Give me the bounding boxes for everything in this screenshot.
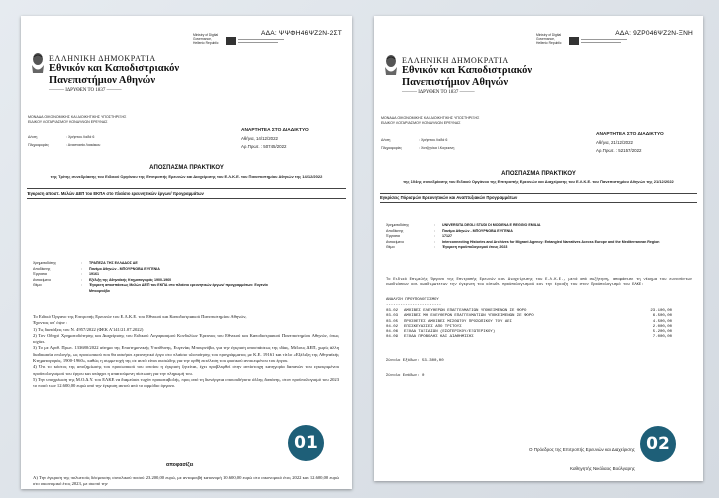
university-name-line1: Εθνικόν και Καποδιστριακόν bbox=[402, 65, 533, 76]
ministry-block bbox=[193, 33, 218, 45]
divider bbox=[380, 193, 697, 194]
contact-row bbox=[28, 134, 100, 142]
document-1 bbox=[21, 16, 352, 489]
budget-code: 04.02 bbox=[386, 324, 399, 329]
body-paragraph: 5) Την υποχρέωση της Μ.Ο.Δ.Υ. του ΕΛΚΕ να διαμεύσει τυχόν προκαταβολής, προς από τη διενέργεια οποιουδήποτε άλλης δαπάνης, στον προϋπολογισμό του 2023 το ποσό των 12.600,00 ευρώ από την έγκριση αυτού από το αρμόδιο όργανο. bbox=[33, 376, 339, 389]
posting-info bbox=[596, 130, 664, 155]
budget-desc: ΑΜΟΙΒΕΣ ΜΗ ΕΛΕΥΘΕΡΩΝ ΕΠΑΓΓΕΛΜΑΤΙΩΝ ΥΠΟΚΕΙΜΕΝΩΝ ΣΕ ΦΟΡΟ bbox=[404, 314, 534, 319]
ministry-line: Governance, bbox=[536, 37, 555, 41]
param-row: Αποδέκτης : Πανέμο Αθηνών - ΜΠΟΥΡΝΟΒΑ ΕΥΓΕΝΙΑ bbox=[33, 266, 160, 271]
budget-row bbox=[386, 335, 672, 340]
session-description: της 104ης συνεδρίασης του Ειδικού Οργάνου της Επιτροπής Ερευνών και Διαχείρισης του Ε.Λ.Κ.Ε. του Πανεπιστημίου Αθηνών της 21/12/2022 bbox=[403, 179, 674, 184]
posting-info bbox=[241, 126, 309, 151]
body-text bbox=[33, 314, 339, 390]
param-row: Θέμα : Έγκριση αποσπάσεως Μελών ΔΕΠ του ΕΚΠΑ στο πλαίσιο ερευνητικών έργων/ προγραμμάτων: Ευγενία Μπουρνόβα bbox=[33, 283, 338, 294]
subject-line: Εγκρίσεις Πόρισμών Ερευνητικών και Αναπτυξιακών Προγραμμάτων bbox=[380, 195, 518, 200]
param-value: UNIVERSITA DEGLI STUDI DI MODENA E REGGIO EMILIA bbox=[442, 223, 541, 227]
body-text: Το Ειδικό Επιμελής Όργανο της Επιτροπής Ερευνών και Διαχείρισης του Ε.Λ.Κ.Ε., μετά από συζήτηση, αποφάσισε τη νέκημα του ευνεσόντων εωαδιάσεων και οωαδιμωτετων την έγκριση του κάτωθι προϋπολογισμού και την έγκαξη του στον Προϋπολογισμό του ΕΛΚΕ: bbox=[386, 278, 692, 287]
param-key: Αποδέκτης bbox=[386, 228, 404, 233]
param-value: Interconnecting Histories and Archives for Migrant Agency: Entangled Narratives Across Europe and the Mediterranean Region bbox=[442, 239, 660, 244]
param-value: Εξέλιξη της Αθηναϊκής Κτηματαγοράς 1900-1960 bbox=[89, 277, 172, 282]
posted-label: ΑΝΑΡΤΗΤΕΑ ΣΤΟ ΔΙΑΔΙΚΤΥΟ bbox=[596, 132, 664, 137]
contact-key: Δ/νση bbox=[381, 138, 391, 142]
founded: ——— ΙΔΡΥΘΕΝ ΤΟ 1837 ——— bbox=[49, 88, 122, 93]
param-value: Έγκριση αποσπάσεως Μελών ΔΕΠ του ΕΚΠΑ στο πλαίσιο ερευνητικών έργων/ προγραμμάτων: Ευγενία Μπουρνόβα bbox=[89, 283, 268, 293]
totals bbox=[386, 348, 444, 390]
budget-desc: ΕΞΟΔΑ ΠΡΟΒΟΛΗΣ ΚΑΙ ΔΙΑΦΗΜΙΣΗΣ bbox=[404, 335, 474, 340]
badge-02: 02 bbox=[640, 426, 676, 462]
dept-line: ΕΙΔΙΚΟΥ ΛΟΓΑΡΙΑΣΜΟΥ ΚΟΝΔΥΛΙΩΝ ΕΡΕΥΝΑΣ bbox=[28, 120, 108, 124]
budget-desc: ΕΞΟΔΑ ΤΑΞΙΔΙΩΝ (ΕΣΩΤΕΡΙΚΟΥ/ΕΞΩΤΕΡΙΚΟΥ) bbox=[404, 330, 496, 335]
budget-header: ΑΝΑΛΥΣΗ ΠΡΟΫΠΟΛΟΓΙΣΜΟΥ ----------------------- bbox=[386, 298, 442, 308]
divider bbox=[27, 188, 346, 189]
greek-republic: ΕΛΛΗΝΙΚΗ ΔΗΜΟΚΡΑΤΙΑ bbox=[402, 56, 509, 65]
budget-desc: ΑΜΟΙΒΕΣ ΕΛΕΥΘΕΡΩΝ ΕΠΑΓΓΕΛΜΑΤΙΩΝ ΥΠΟΚΕΙΜΕΝΩΝ ΣΕ ΦΟΡΟ bbox=[404, 309, 527, 313]
greek-flag-logo bbox=[568, 35, 630, 47]
param-row: Χρηματοδότης : ΤΡΑΠΕΖΑ ΤΗΣ ΕΛΛΑΔΟΣ ΑΕ bbox=[33, 261, 138, 265]
total-income: Σύνολο Εσόδων: 0 bbox=[386, 374, 425, 379]
contact-row bbox=[28, 142, 100, 150]
param-key: Αντικείμενο bbox=[33, 277, 52, 282]
body-paragraph: Το Ειδικό Όργανο της Επιτροπής Ερευνών του Ε.Λ.Κ.Ε. του Εθνικού και Καποδιστριακού Πανεπιστημίου Αθηνών, bbox=[33, 314, 247, 319]
founded: ——— ΙΔΡΥΘΕΝ ΤΟ 1837 ——— bbox=[402, 90, 475, 95]
document-title: ΑΠΟΣΠΑΣΜΑ ΠΡΑΚΤΙΚΟΥ bbox=[501, 171, 576, 177]
dept-line: ΜΟΝΑΔΑ ΟΙΚΟΝΟΜΙΚΗΣ ΚΑΙ ΔΙΟΙΚΗΤΙΚΗΣ ΥΠΟΣΤΗΡΙΞΗΣ bbox=[381, 116, 480, 120]
budget-table bbox=[386, 309, 672, 341]
param-value: 19161 bbox=[89, 272, 99, 276]
param-key: Χρηματοδότης bbox=[386, 223, 410, 227]
budget-code: 04.09 bbox=[386, 335, 399, 340]
posted-label: ΑΝΑΡΤΗΤΕΑ ΣΤΟ ΔΙΑΔΙΚΤΥΟ bbox=[241, 128, 309, 133]
greek-flag-logo bbox=[225, 35, 287, 47]
param-key: Έργασια bbox=[386, 234, 400, 238]
document-2 bbox=[374, 16, 703, 481]
department bbox=[381, 116, 479, 126]
body-end: Α) Την έγκριση της πολυετούς δέσμευσης συνολικού ποσού 23.200,00 ευρώ, με ανταμοιβή κατανομή 10.600,00 ευρώ στο οικονομικό έτος 2022 και 12.600,00 ευρώ στο οικονομικό έτος 2023, με σκοπό την bbox=[33, 475, 339, 487]
contact-value: : Χατζηνίκα Ι.Κογκιονη bbox=[419, 145, 455, 150]
contact-info bbox=[28, 134, 100, 149]
ministry-line: Hellenic Republic bbox=[193, 41, 219, 45]
ministry-line: Ministry of Digital bbox=[536, 33, 562, 37]
budget-desc: ΕΠΙΣΚΕΥΑΣΙΕΣ ΑΠΟ ΤΡΙΤΟΥΣ bbox=[404, 324, 462, 329]
param-value: Έγκριση προϋπολογισμού έτους 2023 bbox=[442, 245, 508, 249]
dept-line: ΜΟΝΑΔΑ ΟΙΚΟΝΟΜΙΚΗΣ ΚΑΙ ΔΙΟΙΚΗΤΙΚΗΣ ΥΠΟΣΤΗΡΙΞΗΣ bbox=[28, 115, 127, 119]
decides-heading: αποφασίζει bbox=[166, 462, 194, 468]
contact-key: Πληροφορίες bbox=[28, 142, 49, 147]
param-key: Αποδέκτης bbox=[33, 266, 51, 271]
param-key: Αντικείμενο bbox=[386, 239, 405, 244]
parameters-table bbox=[386, 223, 691, 251]
body-paragraph: 2) Τον Οδηγό Χρηματοδότησης και Διαχείρισης του Ειδικού Λογαριασμού Κονδυλίων Έρευνας του Εθνικού και Καποδιστριακού Πανεπιστημίου Αθηνών, όπως ισχύει. bbox=[33, 332, 339, 345]
param-key: Θέμα bbox=[33, 283, 42, 287]
protocol-number: Αρ.Πρωτ. : 50745/2022 bbox=[241, 144, 287, 149]
param-row: Έργασια : 17127 bbox=[386, 234, 452, 238]
budget-code: 03.03 bbox=[386, 314, 399, 319]
total-expenses: Σύνολο Εξόδων: 53.300,00 bbox=[386, 358, 444, 363]
param-key: Θέμα bbox=[386, 245, 395, 249]
university-name-line1: Εθνικόν και Καποδιστριακόν bbox=[49, 63, 180, 74]
subject-line: Έγκριση αποστ. Μελών ΔΕΠ του ΕΚΠΑ στο πλαίσιο ερευνητικών έργων/ προγραμμάτων bbox=[27, 191, 204, 196]
param-value: ΤΡΑΠΕΖΑ ΤΗΣ ΕΛΛΑΔΟΣ ΑΕ bbox=[89, 261, 138, 265]
date: Αθήνα, 14/12/2022 bbox=[241, 136, 278, 141]
ministry-line: Governance, bbox=[193, 37, 212, 41]
budget-amount: 7.000,00 bbox=[652, 335, 672, 340]
dept-line: ΕΙΔΙΚΟΥ ΛΟΓΑΡΙΑΣΜΟΥ ΚΟΝΔΥΛΙΩΝ ΕΡΕΥΝΑΣ bbox=[381, 121, 461, 125]
budget-desc: ΠΡΟΣΘΕΤΕΣ ΑΜΟΙΒΕΣ ΜΙΣΘΩΤΟΥ ΠΡΟΣΩΠΙΚΟΥ ΤΟΥ ΑΕΙ bbox=[404, 319, 513, 324]
signature-line: Ο Πρόεδρος της Επιτροπής Ερευνών και Διαχείρισης bbox=[529, 447, 635, 452]
contact-key: Πληροφορίες bbox=[381, 145, 402, 150]
budget-amount: 5.200,00 bbox=[652, 330, 672, 335]
signer-name: Καθηγητής Νικόλαος Βούλγαρης bbox=[570, 466, 635, 471]
founded-text: ΙΔΡΥΘΕΝ ΤΟ 1837 bbox=[65, 88, 106, 93]
contact-key: Δ/νση bbox=[28, 135, 38, 139]
protocol-number: Αρ.Πρωτ. : 52157/2022 bbox=[596, 148, 642, 153]
param-row: Αντικείμενο : Εξέλιξη της Αθηναϊκής Κτηματαγοράς 1900-1960 bbox=[33, 277, 172, 282]
parameters-table bbox=[33, 261, 338, 294]
param-key: Χρηματοδότης bbox=[33, 261, 57, 265]
ministry-line: Hellenic Republic bbox=[536, 41, 562, 45]
param-row: Αποδέκτης : Πανέμο Αθηνών - ΜΠΟΥΡΝΟΒΑ ΕΥΓΕΝΙΑ bbox=[386, 228, 513, 233]
session-description: της Τρίτης συνεδρίασης του Ειδικού Οργάνου της Επιτροπής Ερευνών και Διαχείρισης του Ε.Λ.Κ.Ε. του Πανεπιστημίου Αθηνών της 14/12/2022 bbox=[50, 174, 323, 179]
param-value: Πανέμο Αθηνών - ΜΠΟΥΡΝΟΒΑ ΕΥΓΕΝΙΑ bbox=[442, 228, 513, 233]
budget-code: 03.02 bbox=[386, 309, 399, 313]
contact-value: : Χρήστου Λαδά 6 bbox=[419, 138, 448, 142]
founded-text: ΙΔΡΥΘΕΝ ΤΟ 1837 bbox=[418, 90, 459, 95]
ministry-line: Ministry of Digital bbox=[193, 33, 219, 37]
badge-01: 01 bbox=[288, 425, 324, 461]
body-paragraph: 4) Ότι το κόστος της αποζημίωσης του προσωπικού του οποίου η έγκριση ζητείται, έχει προβλεφθεί στην αντίστοιχη κατηγορία δαπανών του εγκεκριμένου προϋπολογισμού του έργου και υπάρχει η απαιτούμενη πίστωση για την πληρωμή του. bbox=[33, 364, 339, 376]
university-emblem-icon bbox=[29, 52, 47, 74]
department bbox=[28, 115, 126, 125]
body-paragraph: 1) Τις διατάξεις του Ν. 4957/2022 (ΦΕΚ Α'141/21.07.2022) bbox=[33, 326, 144, 332]
budget-amount: 4.500,00 bbox=[652, 319, 672, 324]
param-row: Χρηματοδότης : UNIVERSITA DEGLI STUDI DI MODENA E REGGIO EMILIA bbox=[386, 223, 541, 227]
param-value: Πανέμο Αθηνών - ΜΠΟΥΡΝΟΒΑ ΕΥΓΕΝΙΑ bbox=[89, 266, 160, 271]
budget-code: 03.05 bbox=[386, 319, 399, 324]
divider bbox=[380, 202, 697, 203]
contact-info bbox=[381, 137, 454, 152]
university-emblem-icon bbox=[382, 54, 400, 76]
university-name-line2: Πανεπιστήμιον Αθηνών bbox=[49, 75, 156, 86]
greek-republic: ΕΛΛΗΝΙΚΗ ΔΗΜΟΚΡΑΤΙΑ bbox=[49, 54, 156, 63]
university-name-line2: Πανεπιστήμιον Αθηνών bbox=[402, 77, 509, 88]
body-paragraph: Έχοντας υπ' όψιν : bbox=[33, 320, 68, 326]
ada-code: ΑΔΑ: ΨΨΦΗ46ΨΖ2Ν-2ΣΤ bbox=[261, 30, 342, 37]
budget-amount: 6.500,00 bbox=[652, 314, 672, 319]
ada-code: ΑΔΑ: 9ΖΡ046ΨΖ2Ν-ΞΝΗ bbox=[615, 30, 693, 37]
param-row: Αντικείμενο : Interconnecting Histories and Archives for Migrant Agency: Entangled Narratives Across Europe and the Mediterranean Region bbox=[386, 240, 691, 246]
contact-row bbox=[381, 137, 454, 145]
param-key: Έργασια bbox=[33, 272, 47, 276]
document-title: ΑΠΟΣΠΑΣΜΑ ΠΡΑΚΤΙΚΟΥ bbox=[149, 165, 224, 171]
budget-amount: 23.100,00 bbox=[650, 309, 672, 313]
university-header bbox=[402, 56, 532, 95]
university-header bbox=[49, 54, 179, 93]
ministry-block bbox=[536, 33, 561, 45]
contact-value: : Αναστασία Λιακάκου bbox=[66, 142, 101, 147]
divider bbox=[27, 198, 346, 199]
contact-value: : Χρήστου Λαδά 6 bbox=[66, 135, 95, 139]
param-value: 17127 bbox=[442, 234, 452, 238]
budget-code: 04.06 bbox=[386, 330, 399, 335]
param-row: Έργασια : 19161 bbox=[33, 272, 99, 276]
param-row: Θέμα : Έγκριση προϋπολογισμού έτους 2023 bbox=[386, 245, 508, 249]
body-paragraph: 3) Το με Αριθ. Πρωτ. 133680/2022 αίτημα της Επιστημονικής Υπεύθυνης, Ευγενίας Μπουρνόβα, για την έγκριση αποσπάσεως της ιδίας, Μέλους ΔΕΠ, χωρίς άλλη διαδικασία επιλογής, ως προσωπικού που θα ασκήσει ερευνητικό έργο στο πλαίσιο υλοποίησης του προγράμματος με Κ.Ε. 19161 και τίτλο «Εξέλιξη της Αθηναϊκής Κτηματαγοράς, 1900-1960», καθώς η συμμετοχή της σε αυτό είναι ουσιώδης για την ορθή εκτέλεση του φυσικού αντικειμένου του έργου. bbox=[33, 345, 339, 364]
date: Αθήνα, 21/12/2022 bbox=[596, 140, 633, 145]
budget-amount: 2.000,00 bbox=[652, 324, 672, 329]
contact-row bbox=[381, 145, 454, 153]
